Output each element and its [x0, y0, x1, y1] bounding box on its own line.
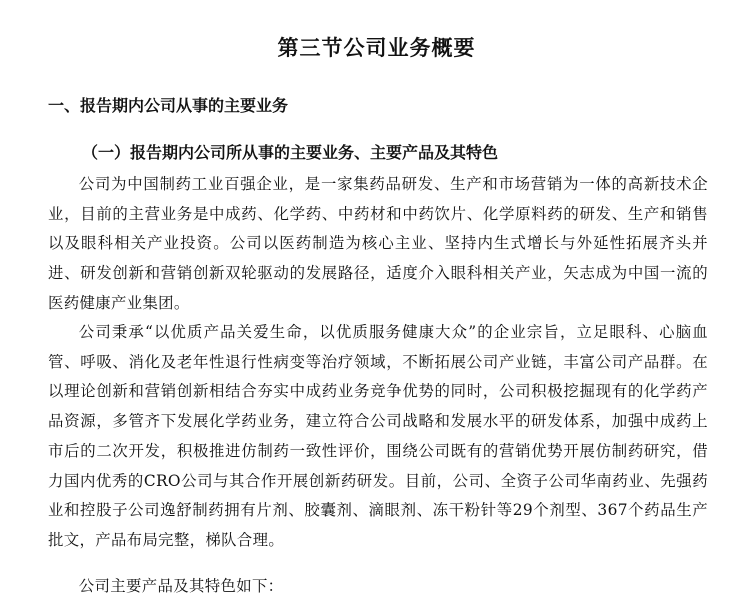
heading-main-business: 一、报告期内公司从事的主要业务	[48, 96, 289, 115]
section-title: 第三节公司业务概要	[277, 35, 476, 60]
paragraph-products-intro: 公司主要产品及其特色如下：	[78, 577, 284, 595]
paragraph-company-overview: 公司为中国制药工业百强企业，是一家集药品研发、生产和市场营销为一体的高新技术企业，目前的主营业务是中成药、化学药、中药材和中药饮片、化学原料药的研发、生产和销售以及眼科相关产业投资。公司以医药制造为核心主业、坚持内生式增长与外延性拓展齐头并进、研发创新和营销创新双轮驱动的发展路径，适度介入眼科相关产业，矢志成为中国一流的医药健康产业集团。	[48, 175, 708, 312]
paragraph-company-strategy: 公司秉承“以优质产品关爱生命，以优质服务健康大众”的企业宗旨，立足眼科、心脑血管、呼吸、消化及老年性退行性病变等治疗领域，不断拓展公司产业链，丰富公司产品群。在以理论创新和营销创新相结合夯实中成药业务竞争优势的同时，公司积极挖掘现有的化学药产品资源，多管齐下发展化学药业务，建立符合公司战略和发展水平的研发体系，加强中成药上市后的二次开发，积极推进仿制药一致性评价，围绕公司既有的营销优势开展仿制药研究，借力国内优秀的CRO公司与其合作开展创新药研发。目前，公司、全资子公司华南药业、先强药业和控股子公司逸舒制药拥有片剂、胶囊剂、滴眼剂、冻干粉针等29个剂型、367个药品生产批文，产品布局完整，梯队合理。	[48, 323, 708, 549]
subheading-products: （一）报告期内公司所从事的主要业务、主要产品及其特色	[82, 143, 499, 162]
